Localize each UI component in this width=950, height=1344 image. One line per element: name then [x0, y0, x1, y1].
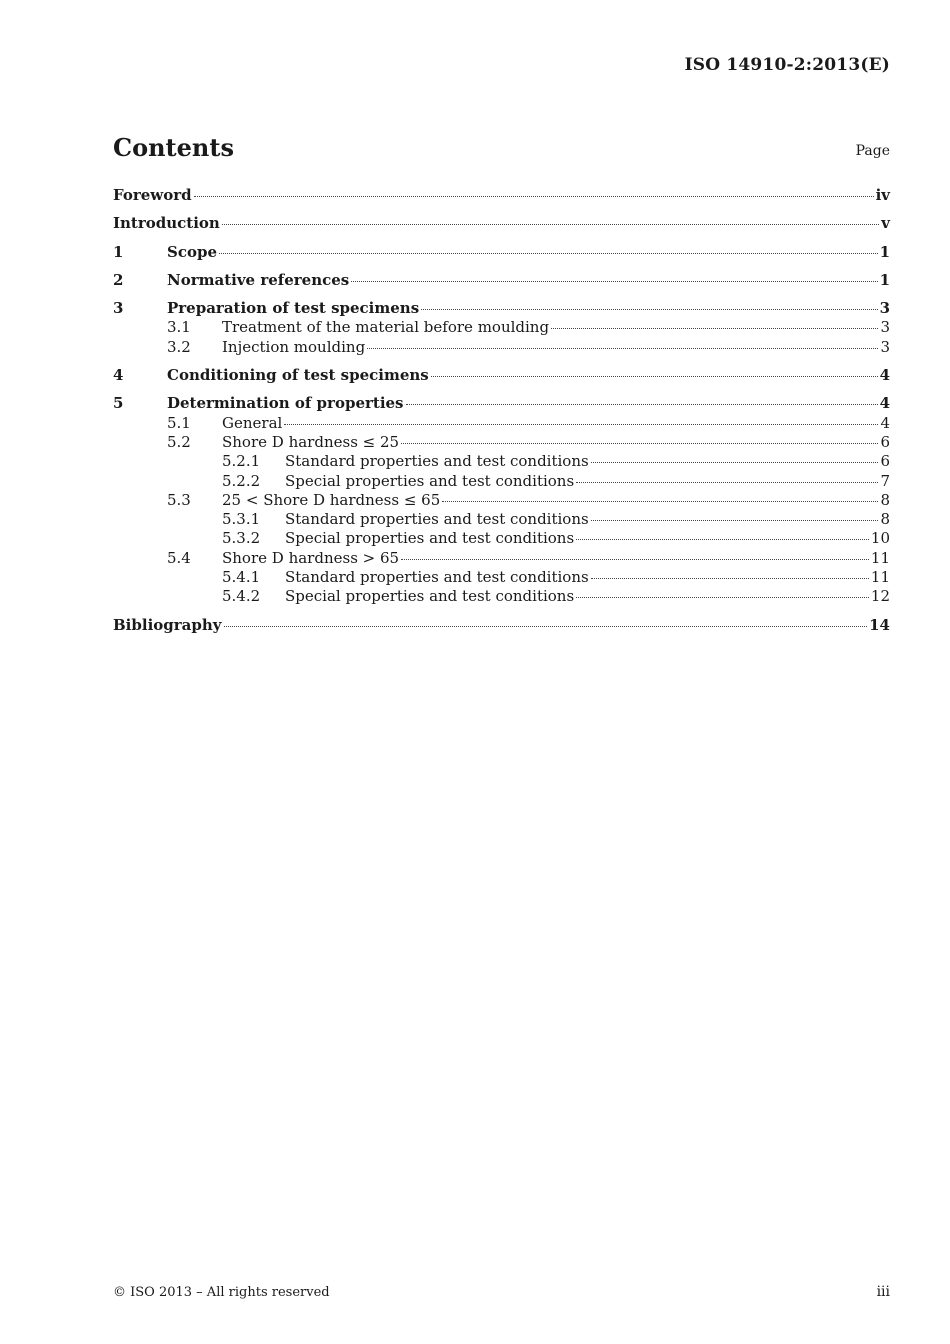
toc-leader-dots: [194, 195, 874, 197]
toc-entry-title: Standard properties and test conditions: [285, 510, 589, 529]
toc-entry-line: [222, 338, 890, 357]
toc-entry-number: 5.2.2: [222, 471, 261, 490]
toc-entry[interactable]: [113, 616, 890, 635]
toc-entry[interactable]: [113, 318, 890, 337]
toc-entry-line: [222, 433, 890, 452]
toc-leader-dots: [284, 423, 878, 425]
toc-entry-title: Bibliography: [113, 615, 222, 634]
toc-entry-title: 25 < Shore D hardness ≤ 65: [222, 490, 441, 509]
toc-entry-line: [167, 299, 890, 318]
toc-leader-dots: [576, 481, 878, 483]
toc-entry-page: 6: [880, 432, 890, 451]
toc-entry-page: v: [881, 214, 890, 233]
toc-entry[interactable]: [113, 433, 890, 452]
toc-entry-title: Treatment of the material before moulding: [222, 318, 550, 337]
toc-entry[interactable]: [113, 472, 890, 491]
toc-leader-dots: [591, 461, 879, 463]
footer-copyright: © ISO 2013 – All rights reserved: [113, 1285, 330, 1300]
toc-entry-page: 8: [880, 510, 890, 529]
toc-entry-line: [113, 214, 890, 233]
toc-entry-page: 11: [870, 548, 890, 567]
toc-entry-page: 14: [869, 615, 890, 634]
toc-entry-number: 5.2.1: [222, 452, 261, 471]
toc-entry-line: [222, 549, 890, 568]
toc-leader-dots: [222, 223, 879, 225]
toc-entry-line: [167, 366, 890, 385]
page-column-label: Page: [855, 143, 890, 159]
toc-leader-dots: [401, 442, 878, 444]
toc-entry-number: 2: [113, 270, 124, 289]
toc-entry-page: 3: [880, 337, 890, 356]
toc-entry-title: Standard properties and test conditions: [285, 568, 589, 587]
toc-entry[interactable]: [113, 338, 890, 357]
toc-entry-line: [113, 186, 890, 205]
toc-entry-line: [222, 318, 890, 337]
toc-entry-page: 4: [879, 394, 890, 413]
toc-entry[interactable]: [113, 452, 890, 471]
toc-leader-dots: [431, 375, 878, 377]
toc-entry-number: 1: [113, 242, 124, 261]
toc-entry-title: Special properties and test conditions: [285, 529, 575, 548]
toc-entry-number: 5.4: [167, 548, 191, 567]
toc-entry-title: Shore D hardness ≤ 25: [222, 432, 400, 451]
toc-entry-line: [285, 510, 890, 529]
toc-entry-line: [222, 491, 890, 510]
toc-entry[interactable]: [113, 186, 890, 205]
toc-leader-dots: [224, 625, 868, 627]
toc-entry-page: 4: [880, 413, 890, 432]
toc-entry-title: Conditioning of test specimens: [167, 366, 429, 385]
document-id: ISO 14910-2:2013(E): [684, 55, 890, 75]
toc-leader-dots: [351, 280, 877, 282]
toc-entry-title: Preparation of test specimens: [167, 299, 420, 318]
toc-leader-dots: [576, 538, 869, 540]
toc-entry-page: 10: [870, 529, 890, 548]
toc-entry[interactable]: [113, 214, 890, 233]
toc-entry[interactable]: [113, 366, 890, 385]
toc-entry-title: Standard properties and test conditions: [285, 452, 589, 471]
toc-entry-page: 11: [870, 568, 890, 587]
toc-leader-dots: [401, 558, 869, 560]
toc-entry-page: 8: [880, 490, 890, 509]
toc-entry-page: 6: [880, 452, 890, 471]
toc-entry-number: 4: [113, 366, 124, 385]
toc-entry-title: Shore D hardness > 65: [222, 548, 400, 567]
toc-entry-title: Determination of properties: [167, 394, 404, 413]
toc-entry-line: [167, 394, 890, 413]
toc-leader-dots: [591, 577, 869, 579]
toc-entry-page: 7: [880, 471, 890, 490]
toc-entry-title: Scope: [167, 242, 218, 261]
toc-entry-number: 5.3.1: [222, 510, 261, 529]
toc-entry[interactable]: [113, 587, 890, 606]
toc-entry-title: Normative references: [167, 270, 350, 289]
toc-entry-page: 4: [879, 366, 890, 385]
toc-entry[interactable]: [113, 414, 890, 433]
toc-entry-number: 5.1: [167, 413, 191, 432]
toc-entry[interactable]: [113, 271, 890, 290]
toc-entry-page: 1: [879, 242, 890, 261]
toc-entry-page: 1: [879, 270, 890, 289]
toc-entry-number: 5.2: [167, 432, 191, 451]
toc-entry-line: [167, 243, 890, 262]
toc-entry-number: 5.4.2: [222, 587, 261, 606]
toc-leader-dots: [551, 327, 878, 329]
toc-entry-number: 3: [113, 299, 124, 318]
toc-entry-page: iv: [875, 186, 890, 204]
toc-entry-title: Foreword: [113, 186, 192, 204]
footer-page-number: iii: [876, 1284, 890, 1300]
toc-entry-number: 3.1: [167, 318, 191, 337]
toc-entry-title: Introduction: [113, 214, 220, 233]
toc-entry[interactable]: [113, 510, 890, 529]
toc-leader-dots: [576, 596, 869, 598]
toc-entry-number: 5.3: [167, 490, 191, 509]
table-of-contents: [113, 186, 890, 635]
toc-entry[interactable]: [113, 243, 890, 262]
toc-entry-line: [113, 616, 890, 635]
toc-entry-line: [285, 452, 890, 471]
toc-leader-dots: [406, 403, 878, 405]
toc-leader-dots: [591, 519, 879, 521]
toc-leader-dots: [421, 308, 877, 310]
toc-leader-dots: [219, 252, 878, 254]
toc-entry-number: 5.4.1: [222, 568, 261, 587]
toc-entry[interactable]: [113, 529, 890, 548]
toc-entry[interactable]: [113, 394, 890, 413]
toc-entry[interactable]: [113, 491, 890, 510]
toc-leader-dots: [442, 500, 878, 502]
toc-entry-line: [222, 414, 890, 433]
toc-entry-title: General: [222, 413, 283, 432]
toc-entry-page: 3: [880, 318, 890, 337]
toc-entry-line: [285, 472, 890, 491]
toc-entry-number: 3.2: [167, 337, 191, 356]
toc-entry[interactable]: [113, 299, 890, 318]
toc-entry-page: 12: [870, 587, 890, 606]
toc-entry-line: [285, 568, 890, 587]
toc-entry-line: [285, 529, 890, 548]
toc-entry-title: Special properties and test conditions: [285, 471, 575, 490]
toc-entry-line: [167, 271, 890, 290]
toc-leader-dots: [367, 347, 878, 349]
toc-entry-number: 5.3.2: [222, 529, 261, 548]
toc-entry-title: Injection moulding: [222, 337, 366, 356]
toc-entry-title: Special properties and test conditions: [285, 587, 575, 606]
toc-entry-line: [285, 587, 890, 606]
toc-entry[interactable]: [113, 568, 890, 587]
toc-entry-number: 5: [113, 394, 124, 413]
toc-entry[interactable]: [113, 549, 890, 568]
toc-entry-page: 3: [879, 299, 890, 318]
contents-title: Contents: [113, 133, 234, 162]
